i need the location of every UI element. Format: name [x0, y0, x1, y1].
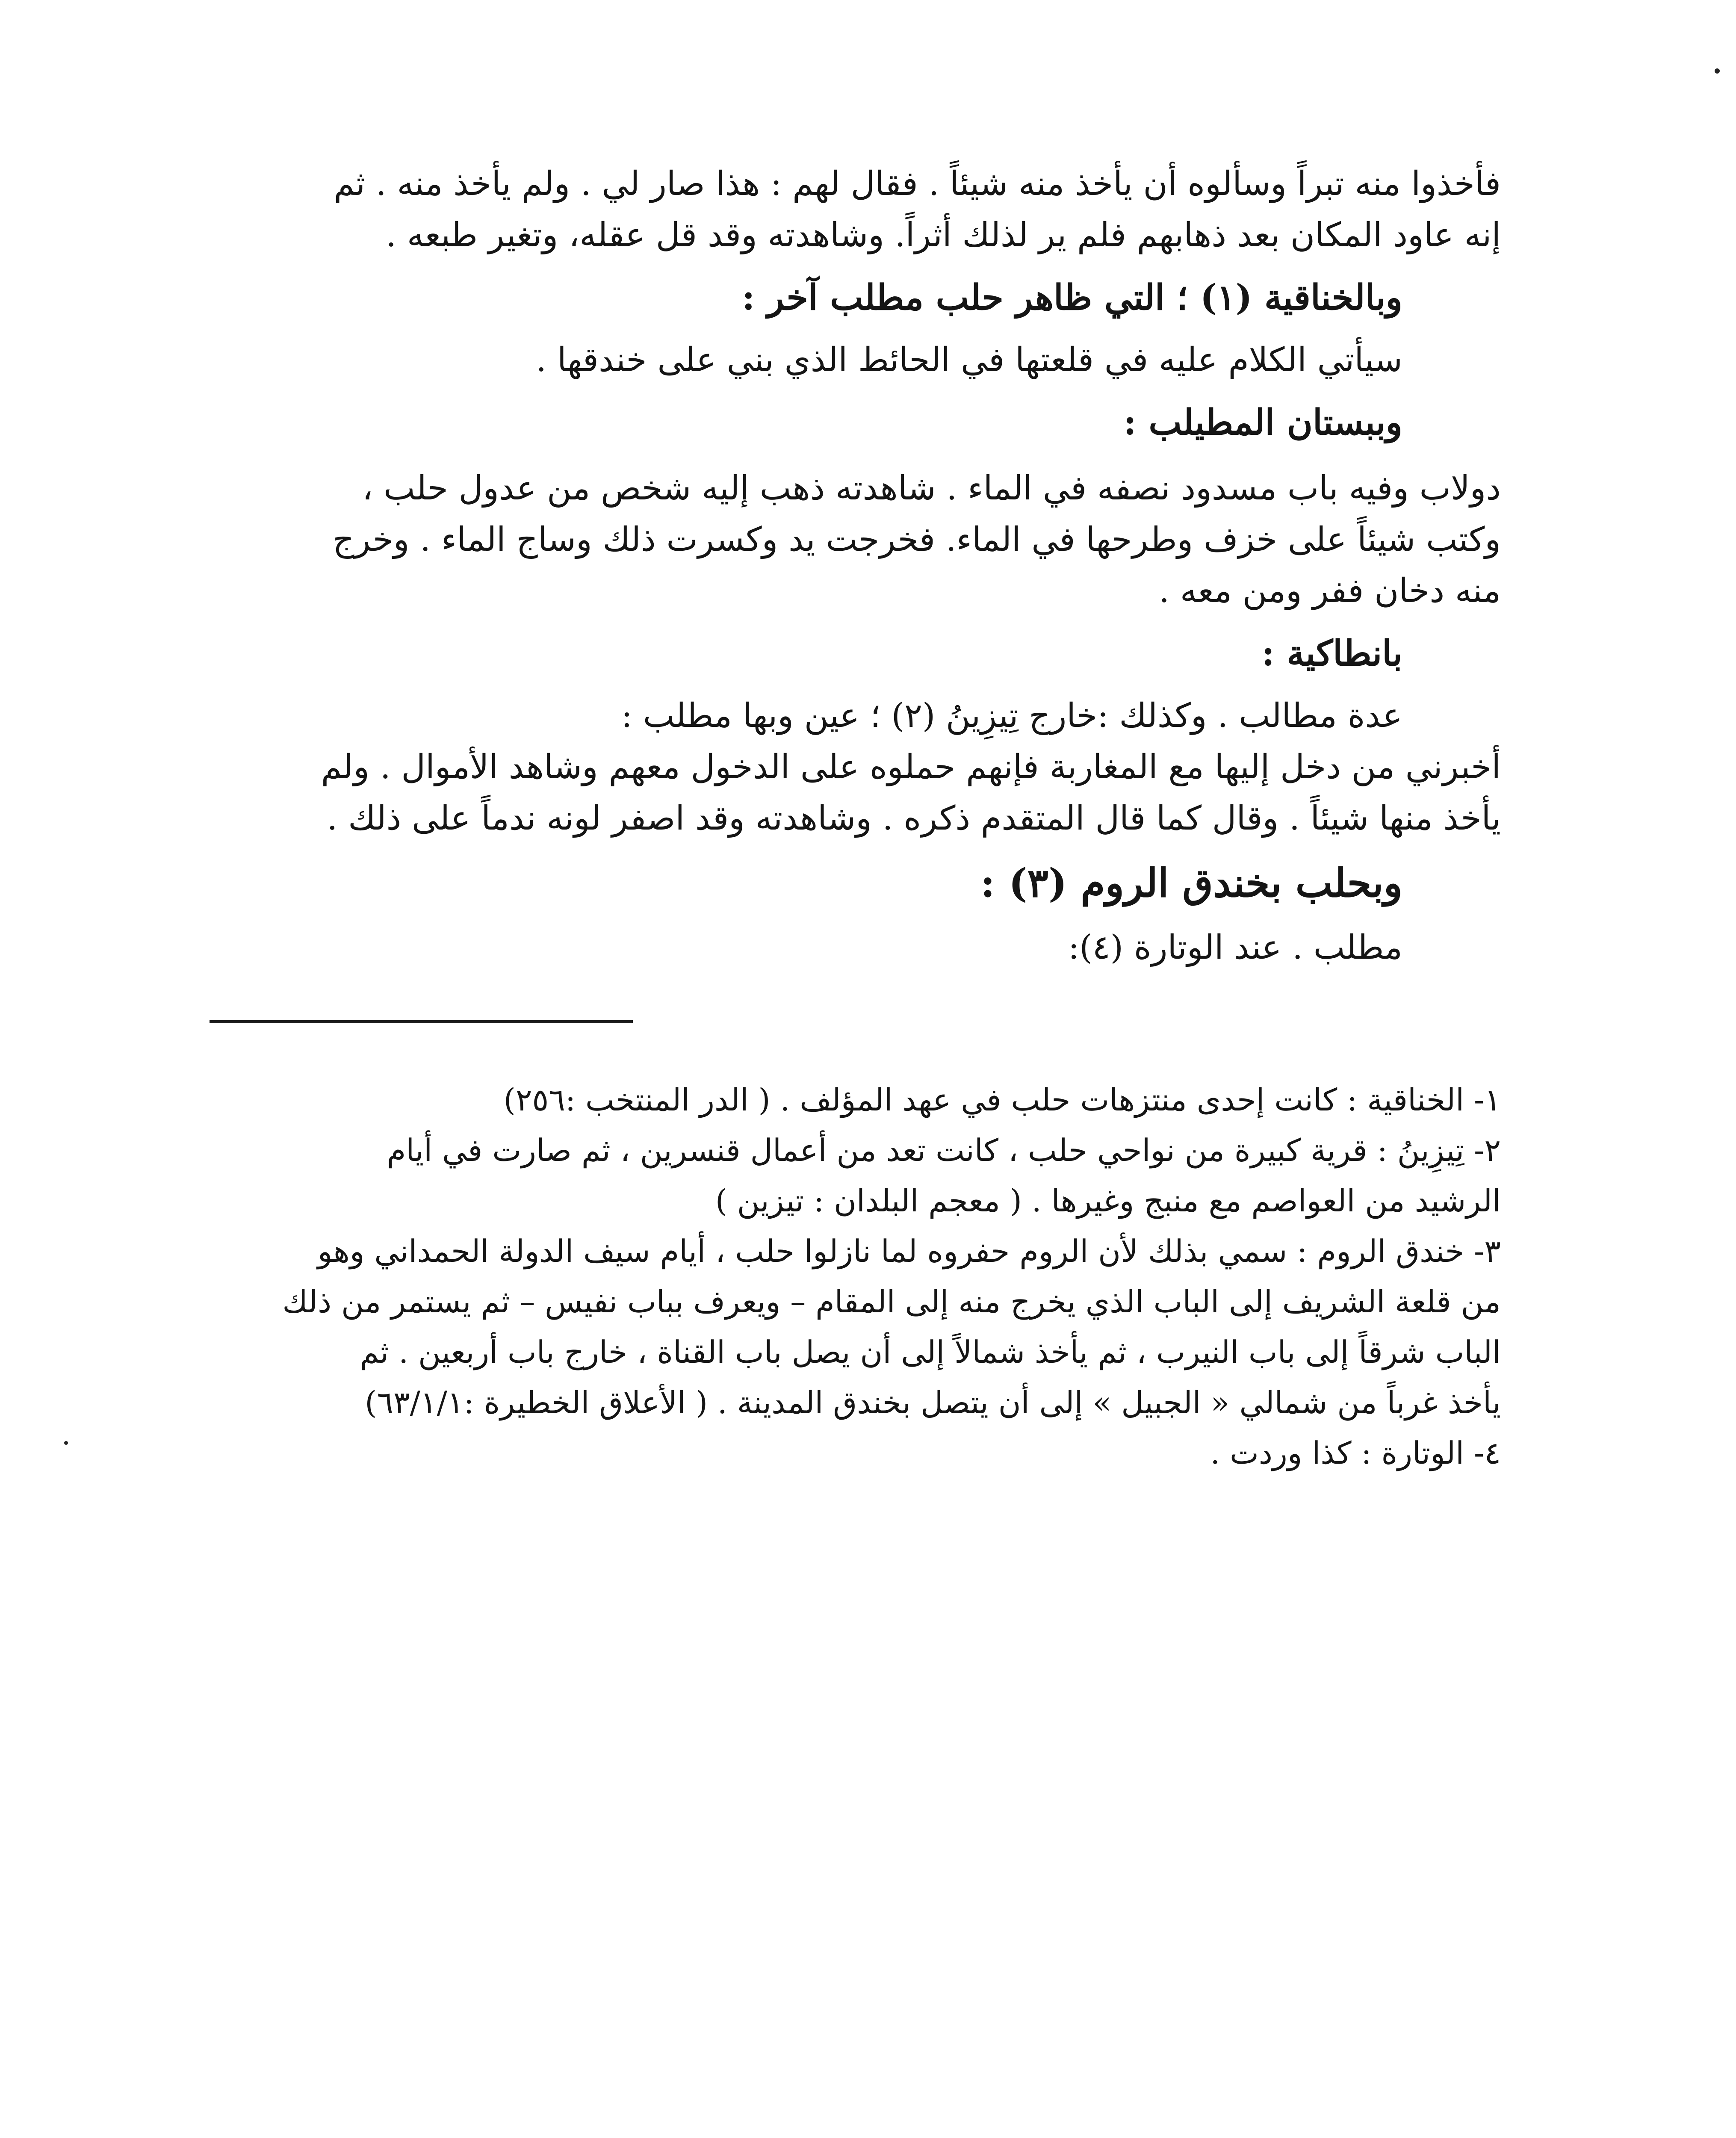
footnote-3-line-3: الباب شرقاً إلى باب النيرب ، ثم يأخذ شمالاً إلى أن يصل باب القناة ، خارج باب أربعين . ثم: [360, 1334, 1501, 1370]
section-text-rum: مطلب . عند الوتارة (٤):: [1068, 928, 1402, 967]
body-line-2: إنه عاود المكان بعد ذهابهم فلم ير لذلك أثراً. وشاهدته وقد قل عقله، وتغير طبعه .: [386, 216, 1501, 254]
body-line-1: فأخذوا منه تبراً وسألوه أن يأخذ منه شيئاً . فقال لهم : هذا صار لي . ولم يأخذ منه . ثم: [334, 165, 1501, 203]
bustan-line-3: منه دخان ففر ومن معه .: [1159, 572, 1501, 610]
antakiya-intro: عدة مطالب . وكذلك :خارج تِيزِينُ (٢) ؛ عين وبها مطلب :: [621, 697, 1402, 735]
footnote-2-line-1: ٢- تِيزِينُ : قرية كبيرة من نواحي حلب ، كانت تعد من أعمال قنسرين ، ثم صارت في أيام: [387, 1132, 1501, 1168]
section-heading-bustan: وببستان المطيلب :: [1123, 402, 1402, 443]
footnote-1: ١- الخناقية : كانت إحدى منتزهات حلب في عهد المؤلف . ( الدر المنتخب :٢٥٦): [503, 1082, 1501, 1118]
section-heading-rum: وبحلب بخندق الروم (٣) :: [980, 860, 1402, 906]
footnote-3-line-2: من قلعة الشريف إلى الباب الذي يخرج منه إلى المقام – ويعرف بباب نفيس – ثم يستمر من ذلك: [282, 1284, 1501, 1320]
footnote-4: ٤- الوتارة : كذا وردت .: [1210, 1435, 1501, 1471]
bustan-line-1: دولاب وفيه باب مسدود نصفه في الماء . شاهدته ذهب إليه شخص من عدول حلب ،: [362, 469, 1501, 508]
section-heading-antakiya: بانطاكية :: [1261, 633, 1402, 674]
footnote-separator: [210, 1020, 633, 1023]
footnote-3-line-4: يأخذ غرباً من شمالي « الجبيل » إلى أن يتصل بخندق المدينة . ( الأعلاق الخطيرة :٦٣/١/١): [365, 1385, 1501, 1420]
section-text-khanaqiya: سيأتي الكلام عليه في قلعتها في الحائط الذي بني على خندقها .: [536, 341, 1402, 379]
bustan-line-2: وكتب شيئاً على خزف وطرحها في الماء. فخرجت يد وكسرت ذلك وساج الماء . وخرج: [333, 520, 1501, 559]
footnotes: [210, 1075, 1501, 1478]
footnote-2-line-2: الرشيد من العواصم مع منبج وغيرها . ( معجم البلدان : تيزين ): [715, 1183, 1501, 1219]
antakiya-line-2: يأخذ منها شيئاً . وقال كما قال المتقدم ذكره . وشاهدته وقد اصفر لونه ندماً على ذلك .: [327, 799, 1501, 838]
footnote-3-line-1: ٣- خندق الروم : سمي بذلك لأن الروم حفروه لما نازلوا حلب ، أيام سيف الدولة الحمداني وهو: [317, 1233, 1501, 1269]
scan-speck: [64, 1441, 68, 1445]
antakiya-line-1: أخبرني من دخل إليها مع المغاربة فإنهم حملوه على الدخول معهم وشاهد الأموال . ولم: [321, 748, 1501, 786]
section-heading-khanaqiya: وبالخناقية (١) ؛ التي ظاهر حلب مطلب آخر :: [742, 277, 1402, 318]
page-content: [210, 158, 1501, 2138]
scan-speck: [1715, 68, 1720, 74]
